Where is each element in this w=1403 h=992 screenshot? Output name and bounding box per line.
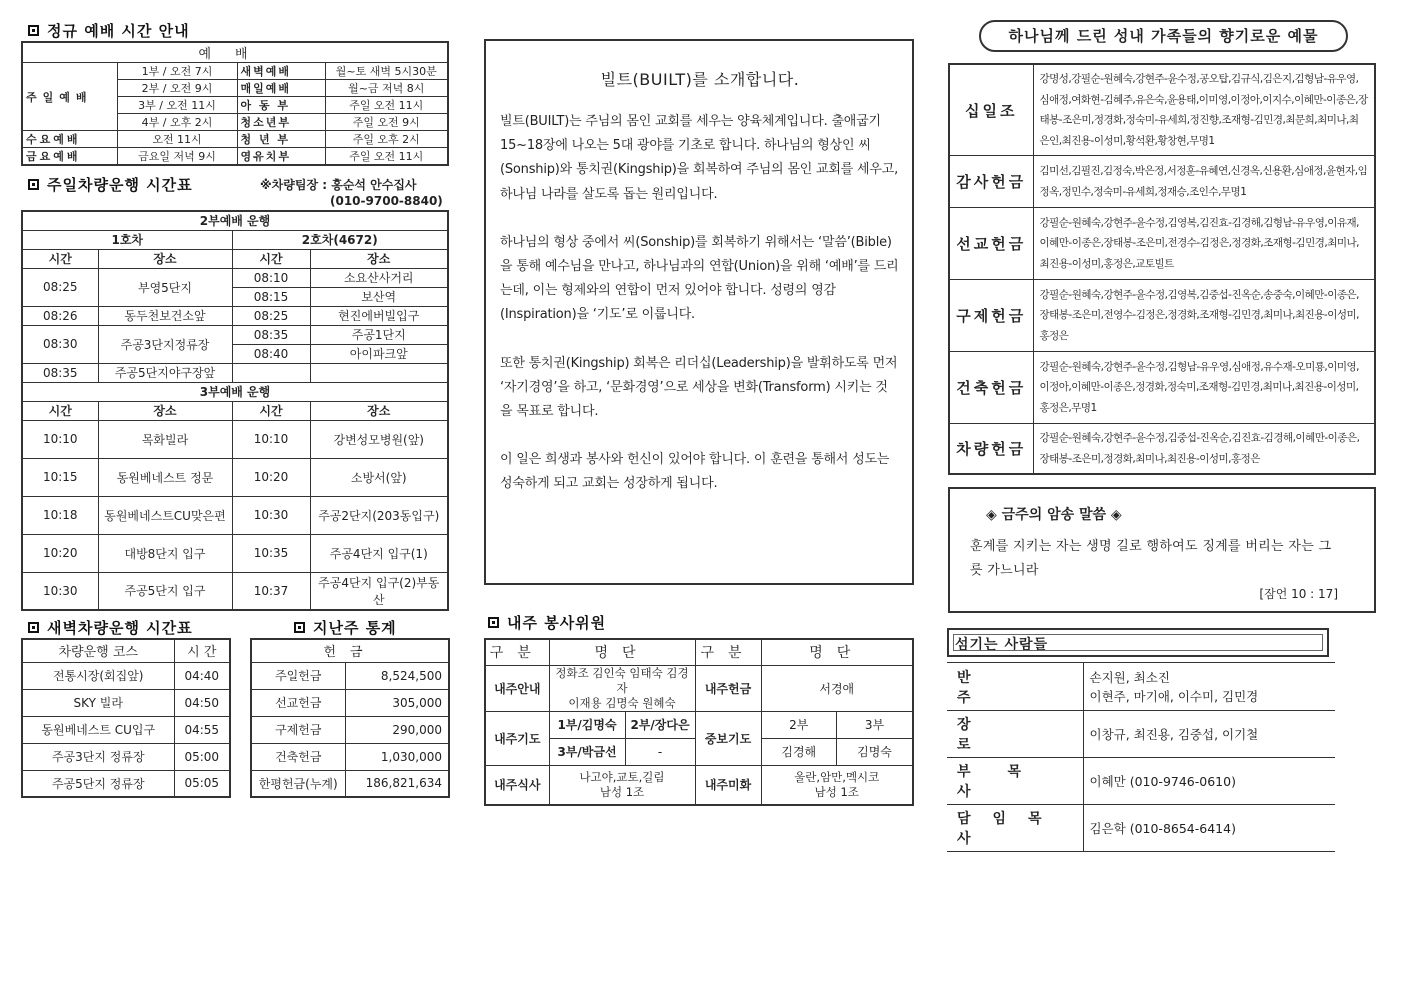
bus-time: 10:15	[22, 458, 98, 496]
friday-time: 금요일 저녁 9시	[117, 148, 237, 166]
stats-amount: 8,524,500	[345, 662, 449, 689]
bus-time: 10:35	[232, 534, 310, 572]
bus-place: 소방서(앞)	[310, 458, 448, 496]
offering-names: 강필순-원혜숙,강현주-윤수정,김영복,김중섭-진옥순,송중숙,이혜만-이종은,장태봉-조은미,전영수-김정은,정경화,조재형-김민경,최미나,최진용-이성미,홍정은	[1033, 280, 1375, 352]
bus-time: 10:18	[22, 496, 98, 534]
built-paragraph: 하나님의 형상 중에서 씨(Sonship)를 회복하기 위해서는 ‘말씀’(Bible)을 통해 예수님을 만나고, 하나님과의 연합(Union)을 위해 ‘예배’를 드리는데, 이는 형제와의 연합이 먼저 있어야 합니다. 성령의 영감(Inspiration)을 ‘기도’로 이룹니다.	[500, 234, 899, 323]
servers-table	[947, 662, 1335, 852]
car1-header: 1호차	[22, 230, 232, 249]
worship-section-title	[28, 20, 190, 41]
right-label: 새벽예배	[237, 63, 325, 80]
bus-place: 대방8단지 입구	[98, 534, 232, 572]
next-week-service-table	[484, 638, 914, 806]
bus-place: 주공4단지 입구(1)	[310, 534, 448, 572]
col-place: 장소	[310, 401, 448, 420]
bus-time: 08:30	[22, 325, 98, 363]
col-place: 장소	[310, 249, 448, 268]
dawn-section-title	[28, 617, 193, 638]
sunday-service: 3부 / 오전 11시	[117, 97, 237, 114]
right-time: 월~금 저녁 8시	[325, 80, 448, 97]
prayer-entry: 1부/김명숙	[549, 711, 625, 738]
server-role-text: 장로	[957, 717, 1061, 753]
built-intro-box	[484, 39, 914, 585]
col-time: 시간	[232, 249, 310, 268]
right-label: 매일예배	[237, 80, 325, 97]
dawn-time: 05:00	[174, 743, 230, 770]
bus-time: 10:10	[22, 420, 98, 458]
server-role-text: 반주	[957, 669, 1061, 706]
meal-names	[549, 765, 695, 805]
stats-label: 건축헌금	[251, 743, 345, 770]
verse-text: 훈계를 지키는 자는 생명 길로 행하여도 징계를 버리는 자는 그릇 가느니라	[970, 539, 1332, 578]
bus-place: 부영5단지	[98, 268, 232, 306]
server-role-text: 부목사	[957, 764, 1059, 800]
offering-category: 차량헌금	[949, 424, 1033, 475]
dawn-title-text: 새벽차량운행 시간표	[47, 619, 193, 637]
intercession-label: 중보기도	[695, 711, 761, 765]
sunday-service: 1부 / 오전 7시	[117, 63, 237, 80]
offering-category: 구제헌금	[949, 280, 1033, 352]
offerings-table	[948, 63, 1376, 475]
bus-time: 10:20	[232, 458, 310, 496]
bus-place	[310, 363, 448, 382]
right-time: 주일 오전 11시	[325, 148, 448, 166]
server-role-text: 담임목사	[957, 811, 1064, 847]
guide-names	[549, 665, 695, 711]
dawn-course: SKY 빌라	[22, 689, 174, 716]
stats-label: 선교헌금	[251, 689, 345, 716]
square-bullet-icon	[488, 617, 499, 628]
meal-names-line: 남성 1조	[599, 784, 645, 799]
meal-label: 내주식사	[485, 765, 549, 805]
bus-time: 10:10	[232, 420, 310, 458]
memory-verse-box	[948, 487, 1376, 613]
right-label: 청소년부	[237, 114, 325, 131]
dawn-bus-table	[21, 638, 231, 798]
verse-reference: [잠언 10 : 17]	[1259, 587, 1338, 601]
bus-place: 동원베네스트CU맞은편	[98, 496, 232, 534]
bus-time: 08:35	[22, 363, 98, 382]
prayer-entry: -	[625, 738, 695, 765]
right-time: 주일 오전 9시	[325, 114, 448, 131]
servers-title: 섬기는 사람들	[947, 628, 1329, 657]
sunday-service: 2부 / 오전 9시	[117, 80, 237, 97]
prayer-label: 내주기도	[485, 711, 549, 765]
bus-time: 08:25	[22, 268, 98, 306]
beauty-names-line: 남성 1조	[814, 784, 859, 799]
dawn-course: 전통시장(회집앞)	[22, 662, 174, 689]
bus-time	[232, 363, 310, 382]
bus-manager-name: ※차량팀장 : 홍순석 안수집사	[260, 178, 417, 192]
server-people: 이혜만 (010-9746-0610)	[1083, 758, 1335, 805]
server-role	[947, 663, 1083, 711]
service-section-title	[488, 612, 606, 633]
offering-category: 십일조	[949, 64, 1033, 156]
server-people-line: 이현주, 마기애, 이수미, 김민경	[1089, 688, 1259, 704]
col-place: 장소	[98, 249, 232, 268]
bus-time: 10:30	[232, 496, 310, 534]
square-bullet-icon	[294, 622, 305, 633]
col-time: 시 간	[174, 639, 230, 662]
bus-place: 주공5단지야구장앞	[98, 363, 232, 382]
server-people-line: 손지원, 최소진	[1089, 669, 1170, 685]
square-bullet-icon	[28, 179, 39, 190]
bus-manager-note	[260, 177, 443, 209]
meal-names-line: 나고야,교토,길림	[579, 769, 665, 784]
bus-place: 주공5단지 입구	[98, 572, 232, 610]
offering-names: 강명성,강필순-원혜숙,강현주-윤수정,공오탑,김규식,김은지,김형남-유우영,심애정,여화현-김혜주,유은숙,윤용태,이미영,이정아,이지수,이혜만-이종은,장태봉-조은미,정경화,정숙미-유세희,정진향,조재형-김민경,최문희,최미나,최은인,최진용-이성미,황석환,황창현,무명1	[1033, 64, 1375, 156]
dawn-time: 05:05	[174, 770, 230, 797]
verse-title: ◈ 금주의 암송 말씀 ◈	[986, 507, 1122, 523]
server-role	[947, 711, 1083, 758]
bus-place: 주공4단지 입구(2)부동산	[310, 572, 448, 610]
beauty-names	[761, 765, 913, 805]
friday-label: 금요예배	[22, 148, 117, 166]
inter-name: 김경해	[761, 738, 837, 765]
wednesday-label: 수요예배	[22, 131, 117, 148]
dawn-course: 주공5단지 정류장	[22, 770, 174, 797]
col-course: 차량운행 코스	[22, 639, 174, 662]
bus-place: 강변성모병원(앞)	[310, 420, 448, 458]
col-category: 구분	[485, 639, 549, 665]
prayer-entry: 3부/박금선	[549, 738, 625, 765]
bus-section-title	[28, 174, 193, 195]
bus-place: 동두천보건소앞	[98, 306, 232, 325]
inter-name: 김명숙	[837, 738, 914, 765]
service2-title: 2부예배 운행	[22, 211, 448, 230]
square-bullet-icon	[28, 622, 39, 633]
stats-section-title	[294, 617, 397, 638]
offering-names: 서경애	[761, 665, 913, 711]
offering-names: 김미선,김필진,김정숙,박은정,서정훈-유혜연,신경옥,신용환,심애정,윤현자,임정옥,정민수,정숙미-유세희,정재승,조인수,무명1	[1033, 156, 1375, 208]
offering-names: 강필순-원혜숙,강현주-윤수정,김영복,김진효-김경해,김형남-유우영,이유재,이혜만-이종은,장태봉-조은미,전경수-김정은,정경화,조재형-김민경,최미나,최진용-이성미,홍정은,교토빌트	[1033, 208, 1375, 280]
bus-place: 현진에버빌입구	[310, 306, 448, 325]
offering-names: 강필순-원혜숙,강현주-윤수정,김중섭-진옥순,김진효-김경해,이혜만-이종은,장태봉-조은미,정경화,최미나,최진용-이성미,홍정은	[1033, 424, 1375, 475]
offering-category: 감사헌금	[949, 156, 1033, 208]
bus-time: 08:40	[232, 344, 310, 363]
sunday-bus-table	[21, 210, 449, 611]
stats-amount: 186,821,634	[345, 770, 449, 797]
server-role	[947, 805, 1083, 852]
right-time: 주일 오후 2시	[325, 131, 448, 148]
worship-schedule-table	[21, 41, 449, 166]
inter-col: 2부	[761, 711, 837, 738]
right-label: 아 동 부	[237, 97, 325, 114]
offerings-title: 하나님께 드린 성내 가족들의 향기로운 예물	[979, 20, 1348, 52]
bus-time: 08:25	[232, 306, 310, 325]
worship-title-text: 정규 예배 시간 안내	[47, 22, 190, 40]
stats-title-text: 지난주 통계	[313, 619, 397, 637]
bus-time: 08:15	[232, 287, 310, 306]
offering-category: 선교헌금	[949, 208, 1033, 280]
square-bullet-icon	[28, 25, 39, 36]
built-title: 빌트(BUILT)를 소개합니다.	[600, 70, 800, 89]
stats-label: 한평헌금(누계)	[251, 770, 345, 797]
guide-label: 내주안내	[485, 665, 549, 711]
dawn-time: 04:55	[174, 716, 230, 743]
col-category: 구분	[695, 639, 761, 665]
bus-time: 10:30	[22, 572, 98, 610]
server-people: 김은학 (010-8654-6414)	[1083, 805, 1335, 852]
right-time: 월~토 새벽 5시30분	[325, 63, 448, 80]
bus-time: 08:10	[232, 268, 310, 287]
offering-category: 건축헌금	[949, 352, 1033, 424]
stats-label: 주일헌금	[251, 662, 345, 689]
guide-names-line: 이재용 김명숙 원혜숙	[568, 695, 676, 710]
built-paragraph: 또한 통치권(Kingship) 회복은 리더십(Leadership)을 발휘하도록 먼저 ‘자기경영’을 하고, ‘문화경영’으로 세상을 변화(Transform) 시키는 것을 목표로 합니다.	[500, 355, 898, 420]
server-people	[1083, 663, 1335, 711]
server-people: 이창규, 최진용, 김중섭, 이기철	[1083, 711, 1335, 758]
sunday-service: 4부 / 오후 2시	[117, 114, 237, 131]
bus-time: 08:26	[22, 306, 98, 325]
built-paragraph: 빌트(BUILT)는 주님의 몸인 교회를 세우는 양육체계입니다. 출애굽기 15~18장에 나오는 5대 광야를 기초로 합니다. 하나님의 형상인 씨(Sonship)와 통치권(Kingship)을 회복하여 주님의 몸인 교회를 세우고, 하나님 나라를 살도록 돕는 원리입니다.	[500, 114, 898, 202]
bus-title-text: 주일차량운행 시간표	[47, 176, 193, 194]
beauty-names-line: 울란,암만,멕시코	[794, 769, 880, 784]
right-label: 청 년 부	[237, 131, 325, 148]
bus-place: 목화빌라	[98, 420, 232, 458]
bus-place: 보산역	[310, 287, 448, 306]
prayer-entry: 2부/장다은	[625, 711, 695, 738]
dawn-time: 04:50	[174, 689, 230, 716]
col-time: 시간	[232, 401, 310, 420]
col-time: 시간	[22, 249, 98, 268]
dawn-course: 동원베네스트 CU입구	[22, 716, 174, 743]
dawn-time: 04:40	[174, 662, 230, 689]
bus-place: 소요산사거리	[310, 268, 448, 287]
service-title-text: 내주 봉사위원	[507, 614, 607, 632]
sunday-label: 주일예배	[22, 63, 117, 131]
beauty-label: 내주미화	[695, 765, 761, 805]
stats-amount: 290,000	[345, 716, 449, 743]
offering-names: 강필순-원혜숙,강현주-윤수정,김형남-유우영,심애정,유수재-오미룡,이미영,이정아,이혜만-이종은,정경화,정숙미,조재형-김민경,최미나,최진용-이성미,홍정은,무명1	[1033, 352, 1375, 424]
col-names: 명단	[761, 639, 913, 665]
inter-col: 3부	[837, 711, 914, 738]
col-names: 명단	[549, 639, 695, 665]
bus-manager-phone: (010-9700-8840)	[330, 194, 443, 208]
stats-amount: 1,030,000	[345, 743, 449, 770]
stats-label: 구제헌금	[251, 716, 345, 743]
bus-time: 10:20	[22, 534, 98, 572]
bus-place: 주공3단지정류장	[98, 325, 232, 363]
dawn-course: 주공3단지 정류장	[22, 743, 174, 770]
guide-names-line: 정화조 김인숙 임태숙 김경자	[555, 665, 689, 695]
worship-header: 예배	[22, 42, 448, 63]
built-paragraph: 이 일은 희생과 봉사와 헌신이 있어야 합니다. 이 훈련을 통해서 성도는 성숙하게 되고 교회는 성장하게 됩니다.	[500, 452, 890, 492]
server-role	[947, 758, 1083, 805]
service3-title: 3부예배 운행	[22, 382, 448, 401]
car2-header: 2호차(4672)	[232, 230, 448, 249]
offering-stats-table	[250, 638, 450, 798]
col-place: 장소	[98, 401, 232, 420]
wednesday-time: 오전 11시	[117, 131, 237, 148]
bus-time: 10:37	[232, 572, 310, 610]
stats-header: 헌금	[251, 639, 449, 662]
right-time: 주일 오전 11시	[325, 97, 448, 114]
col-time: 시간	[22, 401, 98, 420]
bus-time: 08:35	[232, 325, 310, 344]
bus-place: 동원베네스트 정문	[98, 458, 232, 496]
stats-amount: 305,000	[345, 689, 449, 716]
bus-place: 아이파크앞	[310, 344, 448, 363]
bus-place: 주공1단지	[310, 325, 448, 344]
right-label: 영유치부	[237, 148, 325, 166]
bus-place: 주공2단지(203동입구)	[310, 496, 448, 534]
offering-label: 내주헌금	[695, 665, 761, 711]
